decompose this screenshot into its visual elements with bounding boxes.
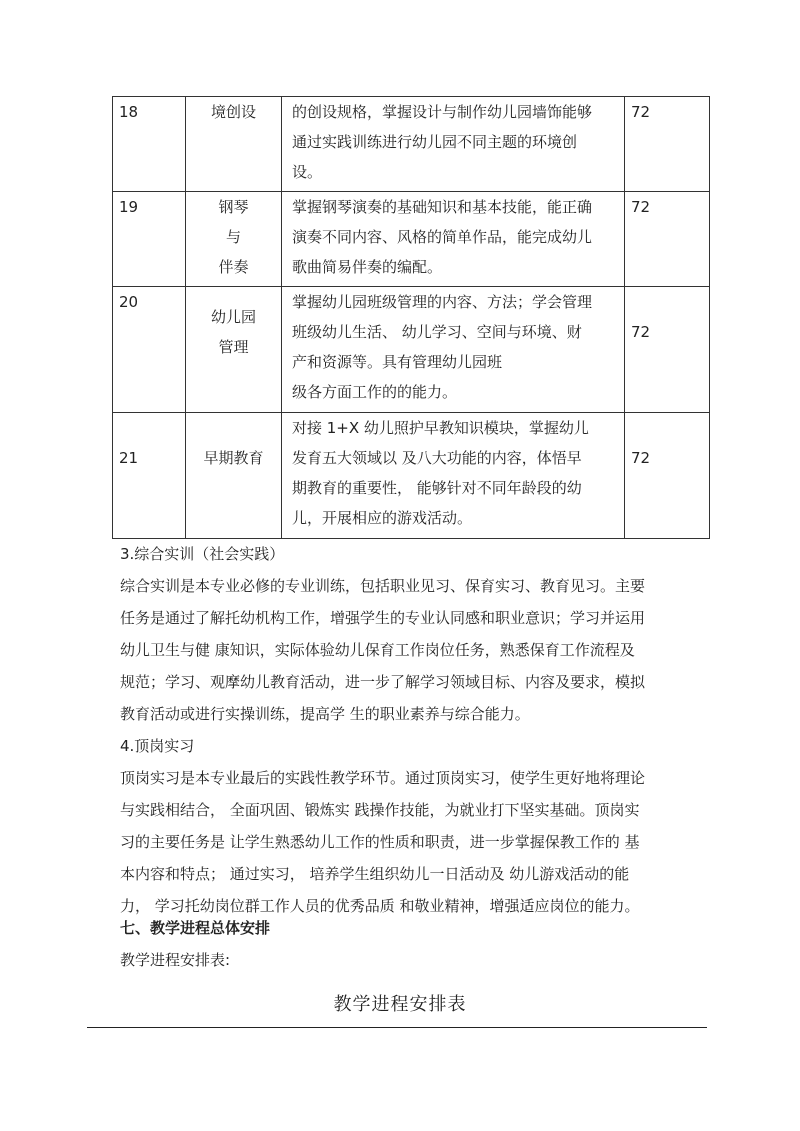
course-description: 掌握钢琴演奏的基础知识和基本技能，能正确 演奏不同内容、风格的简单作品，能完成幼儿 歌曲简易伴奏的编配。 <box>282 192 625 287</box>
table-row <box>113 413 710 539</box>
section-7-heading: 七、教学进程总体安排 <box>120 919 271 937</box>
table-row <box>113 287 710 413</box>
course-hours: 72 <box>625 97 710 192</box>
course-name: 境创设 <box>186 97 282 192</box>
paragraph-line: 习的主要任务是 让学生熟悉幼儿工作的性质和职责，进一步掌握保教工作的 基 <box>120 833 640 851</box>
section-4 <box>120 730 690 922</box>
course-hours: 72 <box>625 287 710 413</box>
course-name: 早期教育 <box>186 413 282 539</box>
course-number: 19 <box>113 192 186 287</box>
table-title: 教学进程安排表 <box>333 994 467 1015</box>
course-description: 掌握幼儿园班级管理的内容、方法；学会管理 班级幼儿生活、 幼儿学习、空间与环境、财 产和资源等。具有管理幼儿园班 级各方面工作的的能力。 <box>282 287 625 413</box>
course-name: 钢琴 与 伴奏 <box>186 192 282 287</box>
course-description: 的创设规格，掌握设计与制作幼儿园墙饰能够 通过实践训练进行幼儿园不同主题的环境创 设。 <box>282 97 625 192</box>
paragraph-line: 顶岗实习是本专业最后的实践性教学环节。通过顶岗实习，使学生更好地将理论 <box>120 769 646 787</box>
course-description: 对接 1+X 幼儿照护早教知识模块，掌握幼儿 发育五大领域以 及八大功能的内容，体悟早 期教育的重要性， 能够针对不同年龄段的幼 儿，开展相应的游戏活动。 <box>282 413 625 539</box>
paragraph-line: 任务是通过了解托幼机构工作，增强学生的专业认同感和职业意识；学习并运用 <box>120 609 646 627</box>
table-row <box>113 192 710 287</box>
divider-line <box>87 1027 707 1028</box>
schedule-subheading: 教学进程安排表: <box>120 951 231 969</box>
paragraph-line: 幼儿卫生与健 康知识，实际体验幼儿保育工作岗位任务，熟悉保育工作流程及 <box>120 641 635 659</box>
paragraph-line: 本内容和特点； 通过实习， 培养学生组织幼儿一日活动及 幼儿游戏活动的能 <box>120 865 630 883</box>
table-row <box>113 97 710 192</box>
course-hours: 72 <box>625 192 710 287</box>
course-table <box>112 96 710 539</box>
course-number: 18 <box>113 97 186 192</box>
course-hours: 72 <box>625 413 710 539</box>
paragraph-line: 综合实训是本专业必修的专业训练，包括职业见习、保育实习、教育见习。主要 <box>120 577 646 595</box>
section-heading: 4.顶岗实习 <box>120 737 195 755</box>
paragraph-line: 与实践相结合， 全面巩固、锻炼实 践操作技能，为就业打下坚实基础。顶岗实 <box>120 801 640 819</box>
section-heading: 3.综合实训（社会实践） <box>120 545 285 563</box>
paragraph-line: 规范；学习、观摩幼儿教育活动，进一步了解学习领域目标、内容及要求，模拟 <box>120 673 646 691</box>
course-number: 21 <box>113 413 186 539</box>
paragraph-line: 教育活动或进行实操训练，提高学 生的职业素养与综合能力。 <box>120 705 530 723</box>
course-number: 20 <box>113 287 186 413</box>
course-name: 幼儿园 管理 <box>186 287 282 413</box>
paragraph-line: 力， 学习托幼岗位群工作人员的优秀品质 和敬业精神，增强适应岗位的能力。 <box>120 897 640 915</box>
section-3 <box>120 538 690 730</box>
